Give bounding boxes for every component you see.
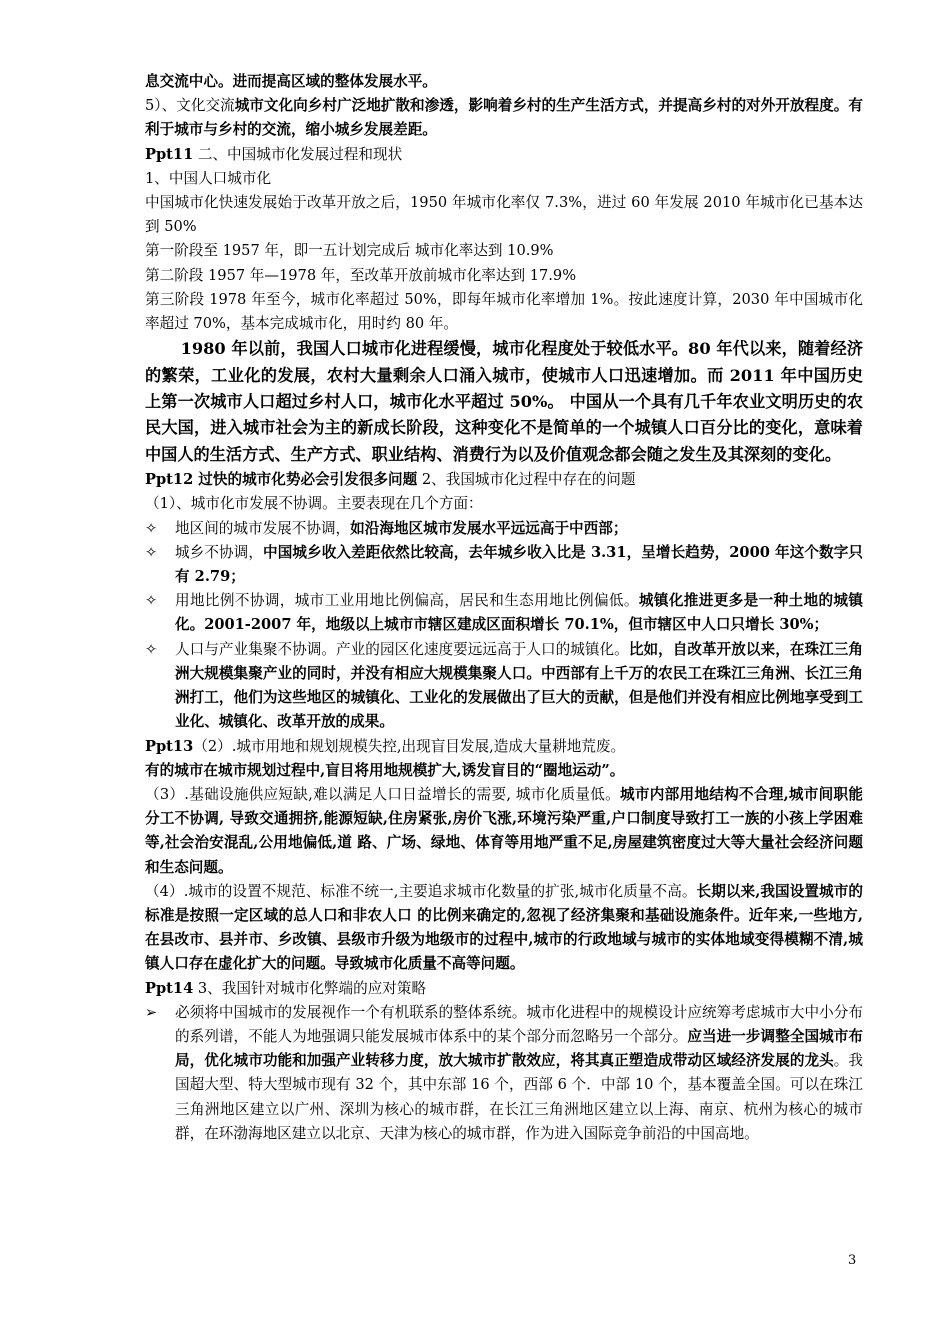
text: 地区间的城市发展不协调， <box>175 519 351 537</box>
paragraph: 中国城市化快速发展始于改革开放之后，1950 年城市化率仅 7.3%，进过 60 年发展 2010 年城市化已基本达到 50% <box>145 194 863 236</box>
text: 5）、文化交流 <box>145 97 235 115</box>
text: 必须将中国城市的发展视作一个有机联系的整体系统。城市化进程中的规模设计应统筹考虑城市大中小分布的系列谱，不能人为地强调只能发展城市体系中的某个部分而忽略另一个部分。 <box>175 1003 863 1045</box>
section-heading <box>145 143 863 167</box>
emphasis-paragraph: 1980 年以前，我国人口城市化进程缓慢，城市化程度处于较低水平。80 年代以来，随着经济的繁荣，工业化的发展，农村大量剩余人口涌入城市，使城市人口迅速增加。而 2011 年中国历史上第一次城市人口超过乡村人口，城市化水平超过 50%。 中国从一个具有几千年农业文明历史的农民大国，进入城市社会为主的新成长阶段，这种变化不是简单的一个城镇人口百分比的变化，意味着中国人的生活方式、生产方式、职业结构、消费行为以及价值观念都会随之发生及其深刻的变化。 <box>145 339 863 464</box>
text: （2）.城市用地和规划规模失控,出现盲目发展,造成大量耕地荒废。 <box>193 737 626 755</box>
paragraph: 第一阶段至 1957 年，即一五计划完成后 城市化率达到 10.9% <box>145 242 554 260</box>
text: 城镇化推进更多是一种土地的城镇化。2001-2007 年，地级以上城市市辖区建成区面积增长 70.1%，但市辖区中人口只增长 30%； <box>175 592 863 634</box>
section-heading <box>145 735 863 759</box>
ppt-label: Ppt13 <box>145 737 194 755</box>
bullet-item <box>145 638 863 735</box>
paragraph: 有的城市在城市规划过程中,盲目将用地规模扩大,诱发盲目的“圈地运动”。 <box>145 761 625 779</box>
paragraph <box>145 94 863 142</box>
diamond-bullet-icon: ✧ <box>145 592 158 610</box>
document-body <box>145 70 863 1146</box>
paragraph: 第三阶段 1978 年至今，城市化率超过 50%，即每年城市化率增加 1%。按此速度计算，2030 年中国城市化率超过 70%，基本完成城市化，用时约 80 年。 <box>145 290 863 333</box>
text: 如沿海地区城市发展水平远远高于中西部； <box>350 519 628 537</box>
text: 息交流中心。进而提高区域的整体发展水平。 <box>145 73 437 90</box>
text: 长期以来,我国设置城市的标准是按照一定区域的总人口和非农人口 的比例来确定的,忽视了经济集聚和基础设施条件。近年来,一些地方, 在县改市、县并市、乡改镇、县级市升级为地级市的过程中,城市的行政地域与城市的实体地域变得模糊不清,城镇人口存在虚化扩大的问题。导致城市化质量不高等问题。 <box>145 882 863 973</box>
text: （3）.基础设施供应短缺,难以满足人口日益增长的需要, 城市化质量低。 <box>145 785 621 803</box>
section-heading <box>145 977 863 1001</box>
ppt-label: Ppt12 过快的城市化势必会引发很多问题 <box>145 471 418 489</box>
text: 3、我国针对城市化弊端的应对策略 <box>193 979 427 997</box>
paragraph <box>145 880 863 977</box>
ppt-label: Ppt11 <box>145 145 194 163</box>
text: 中国城乡收入差距依然比较高，去年城乡收入比是 3.31，呈增长趋势，2000 年这个数字只有 2.79； <box>175 543 863 586</box>
bullet-item <box>145 517 863 541</box>
text: （4）.城市的设置不规范、标准不统一,主要追求城市化数量的扩张,城市化质量不高。 <box>145 882 697 900</box>
text: 人口与产业集聚不协调。产业的园区化速度要远远高于人口的城镇化。 <box>175 640 629 658</box>
diamond-bullet-icon: ✧ <box>145 640 158 658</box>
bullet-item <box>145 589 863 637</box>
diamond-bullet-icon: ✧ <box>145 543 158 561</box>
text: 二、中国城市化发展过程和现状 <box>193 145 403 163</box>
paragraph <box>145 783 863 880</box>
text: 应当进一步调整全国城市布局，优化城市功能和加强产业转移力度，放大城市扩散效应，将其真正塑造成带动区域经济发展的龙头 <box>175 1027 863 1070</box>
page-number: 3 <box>848 1253 857 1268</box>
bullet-item <box>145 1001 863 1146</box>
ppt-label: Ppt14 <box>145 979 194 997</box>
text: 城乡不协调， <box>175 543 264 561</box>
paragraph <box>145 70 863 94</box>
paragraph: 1、中国人口城市化 <box>145 169 272 187</box>
text: 比如，自改革开放以来，在珠江三角洲大规模集聚产业的同时，并没有相应大规模集聚人口。中西部有上千万的农民工在珠江三角洲、长江三角洲打工，他们为这些地区的城镇化、工业化的发展做出了巨大的贡献，但是他们并没有相应比例地享受到工业化、城镇化、改革开放的成果。 <box>175 640 863 731</box>
paragraph: （1）、城市化市发展不协调。主要表现在几个方面： <box>145 495 483 513</box>
paragraph: 第二阶段 1957 年—1978 年，至改革开放前城市化率达到 17.9% <box>145 266 577 284</box>
diamond-bullet-icon: ✧ <box>145 519 158 537</box>
text: 用地比例不协调，城市工业用地比例偏高，居民和生态用地比例偏低。 <box>175 592 639 610</box>
text: 2、我国城市化过程中存在的问题 <box>417 471 636 489</box>
bullet-item <box>145 541 863 589</box>
text: 城市文化向乡村广泛地扩散和渗透，影响着乡村的生产生活方式，并提高乡村的对外开放程度。有利于城市与乡村的交流，缩小城乡发展差距。 <box>145 97 863 139</box>
section-heading <box>145 468 863 492</box>
text: 城市内部用地结构不合理,城市间职能分工不协调, 导致交通拥挤,能源短缺,住房紧张,房价飞涨,环境污染严重,户口制度导致打工一族的小孩上学困难等,社会治安混乱,公用地偏低,道 路、广场、绿地、体育等用地严重不足,房屋建筑密度过大等大量社会经济问题和生态问题。 <box>145 785 863 876</box>
arrow-bullet-icon: ➢ <box>145 1003 158 1021</box>
text: 。我国超大型、特大型城市现有 32 个，其中东部 16 个，西部 6 个．中部 10 个，基本覆盖全国。可以在珠江三角洲地区建立以广州、深圳为核心的城市群，在长江三角洲地区建立以上海、南京、杭州为核心的城市群，在环渤海地区建立以北京、天津为核心的城市群，作为进入国际竞争前沿的中国高地。 <box>175 1052 863 1142</box>
